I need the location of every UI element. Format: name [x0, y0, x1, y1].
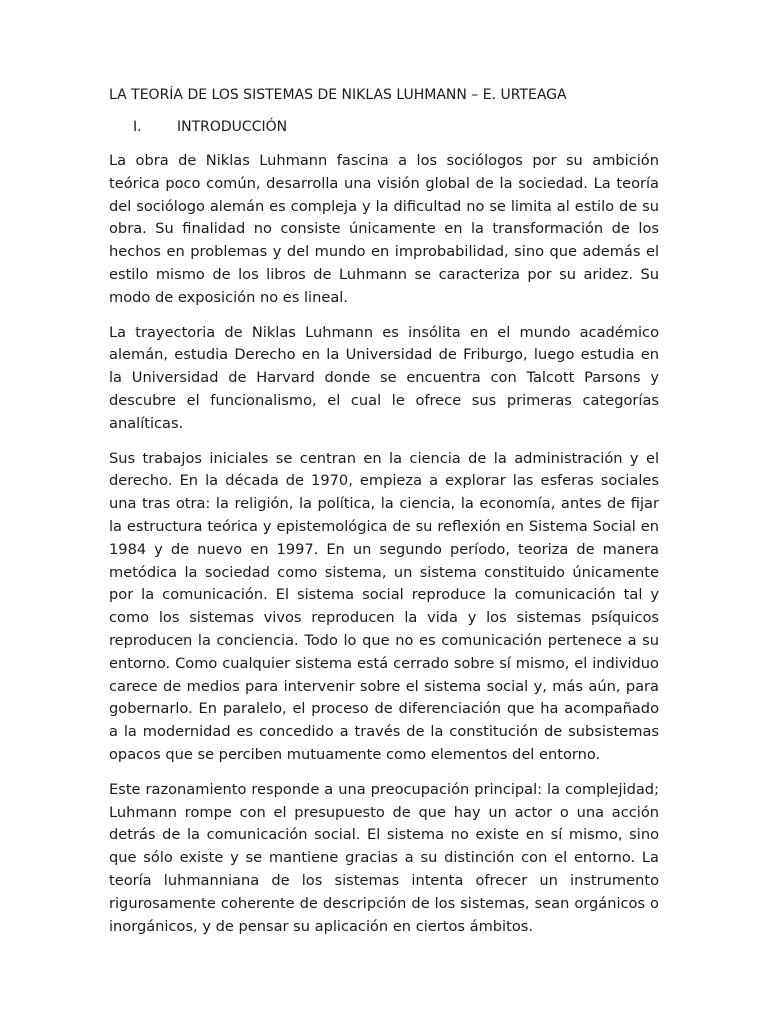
document-body: [109, 150, 659, 950]
section-heading: [109, 117, 669, 137]
paragraph-1: La obra de Niklas Luhmann fascina a los sociólogos por su ambición teórica poco común, desarrolla una visión global de la sociedad. La teoría del sociólogo alemán es compleja y la dificultad no se limita al estilo de su obra. Su finalidad no consiste únicamente en la transformación de los hechos en problemas y del mundo en improbabilidad, sino que además el estilo mismo de los libros de Luhmann se caracteriza por su aridez. Su modo de exposición no es lineal.: [109, 152, 659, 306]
paragraph-2: La trayectoria de Niklas Luhmann es insólita en el mundo académico alemán, estudia Derecho en la Universidad de Friburgo, luego estudia en la Universidad de Harvard donde se encuentra con Talcott Parsons y descubre el funcionalismo, el cual le ofrece sus primeras categorías analíticas.: [109, 323, 659, 432]
document-title: LA TEORÍA DE LOS SISTEMAS DE NIKLAS LUHMANN – E. URTEAGA: [109, 87, 567, 103]
paragraph-3: Sus trabajos iniciales se centran en la ciencia de la administración y el derecho. En la década de 1970, empieza a explorar las esferas sociales una tras otra: la religión, la política, la ciencia, la economía, antes de fijar la estructura teórica y epistemológica de su reflexión en Sistema Social en 1984 y de nuevo en 1997. En un segundo período, teoriza de manera metódica la sociedad como sistema, un sistema constituido únicamente por la comunicación. El sistema social reproduce la comunicación tal y como los sistemas vivos reproducen la vida y los sistemas psíquicos reproducen la conciencia. Todo lo que no es comunicación pertenece a su entorno. Como cualquier sistema está cerrado sobre sí mismo, el individuo carece de medios para intervenir sobre el sistema social y, más aún, para gobernarlo. En paralelo, el proceso de diferenciación que ha acompañado a la modernidad es concedido a través de la constitución de subsistemas opacos que se perciben mutuamente como elementos del entorno.: [109, 449, 659, 763]
section-number: I.: [133, 119, 142, 135]
section-label: INTRODUCCIÓN: [177, 119, 288, 135]
paragraph-4: Este razonamiento responde a una preocupación principal: la complejidad; Luhmann rompe con el presupuesto de que hay un actor o una acción detrás de la comunicación social. El sistema no existe en sí mismo, sino que sólo existe y se mantiene gracias a su distinción con el entorno. La teoría luhmanniana de los sistemas intenta ofrecer un instrumento rigurosamente coherente de descripción de los sistemas, sean orgánicos o inorgánicos, y de pensar su aplicación en ciertos ámbitos.: [109, 780, 659, 935]
